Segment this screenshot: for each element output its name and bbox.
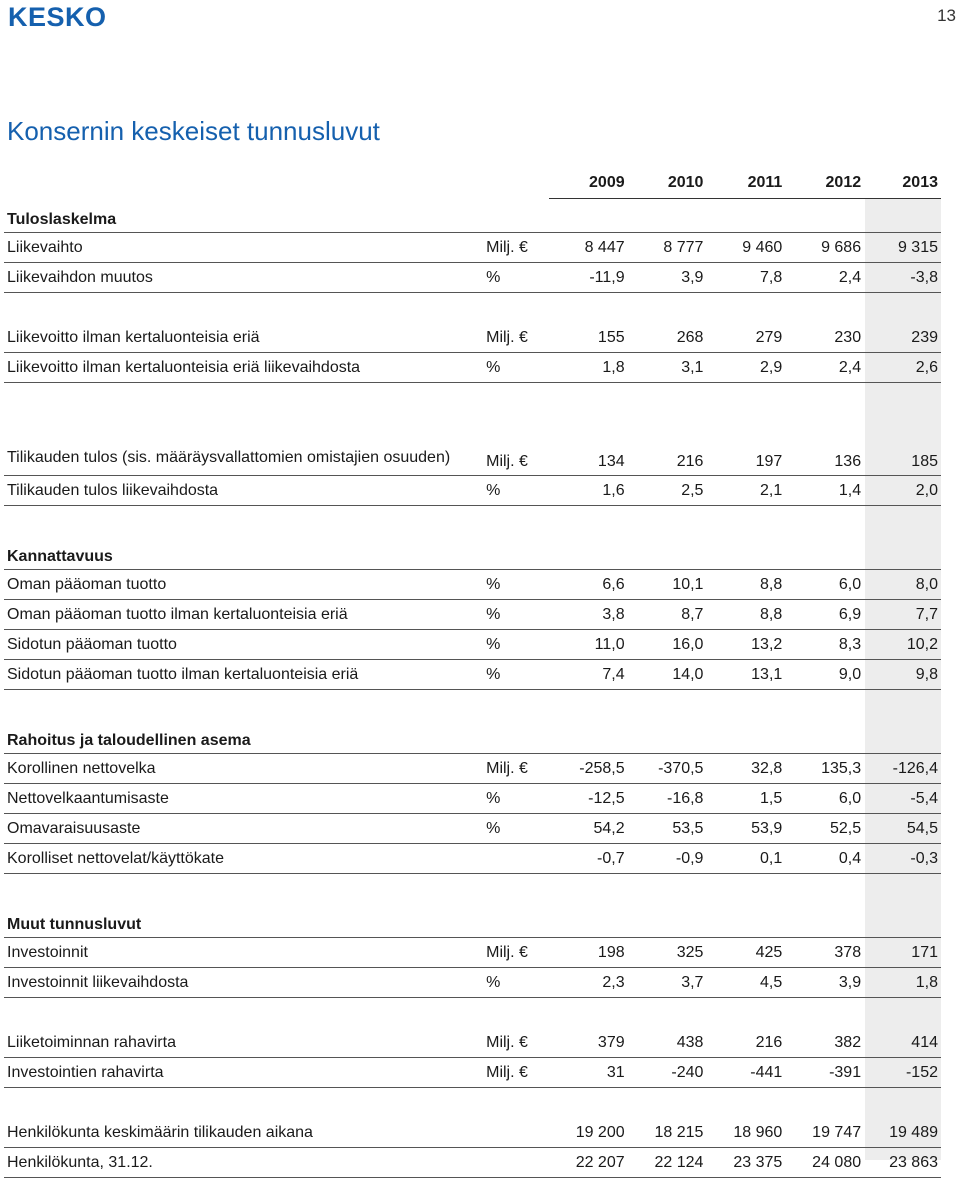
spacer-cell bbox=[864, 1088, 941, 1119]
value-cell: 8 777 bbox=[628, 233, 707, 263]
spacer-cell bbox=[483, 998, 549, 1029]
spacer-cell bbox=[706, 1088, 785, 1119]
table-row bbox=[4, 323, 941, 353]
row-unit: % bbox=[483, 570, 549, 600]
spacer-cell bbox=[628, 383, 707, 414]
value-cell: -0,7 bbox=[549, 844, 628, 874]
value-cell: 3,1 bbox=[628, 353, 707, 383]
value-cell: 1,6 bbox=[549, 476, 628, 506]
value-cell: -441 bbox=[706, 1058, 785, 1088]
value-cell: 198 bbox=[549, 938, 628, 968]
section-blank bbox=[864, 199, 941, 233]
row-label: Korollinen nettovelka bbox=[4, 754, 483, 784]
section-blank bbox=[706, 904, 785, 938]
row-label: Tilikauden tulos (sis. määräysvallattomien omistajien osuuden) bbox=[4, 413, 483, 476]
spacer-cell bbox=[4, 383, 483, 414]
value-cell: -126,4 bbox=[864, 754, 941, 784]
spacer-cell bbox=[628, 874, 707, 905]
spacer-row bbox=[4, 690, 941, 721]
row-label: Investoinnit bbox=[4, 938, 483, 968]
section-header-row bbox=[4, 904, 941, 938]
section-blank bbox=[785, 904, 864, 938]
row-label: Liikevoitto ilman kertaluonteisia eriä bbox=[4, 323, 483, 353]
spacer-cell bbox=[549, 506, 628, 537]
spacer-cell bbox=[864, 998, 941, 1029]
spacer-cell bbox=[785, 874, 864, 905]
key-figures-table bbox=[4, 168, 941, 1178]
value-cell: 1,8 bbox=[549, 353, 628, 383]
value-cell: 1,8 bbox=[864, 968, 941, 998]
value-cell: 3,9 bbox=[785, 968, 864, 998]
section-blank bbox=[549, 904, 628, 938]
page-title: Konsernin keskeiset tunnusluvut bbox=[7, 116, 380, 146]
value-cell: 7,8 bbox=[706, 263, 785, 293]
section-blank bbox=[628, 904, 707, 938]
spacer-cell bbox=[864, 874, 941, 905]
value-cell: -391 bbox=[785, 1058, 864, 1088]
value-cell: 9,8 bbox=[864, 660, 941, 690]
section-blank bbox=[549, 720, 628, 754]
value-cell: 3,8 bbox=[549, 600, 628, 630]
value-cell: -12,5 bbox=[549, 784, 628, 814]
value-cell: 19 489 bbox=[864, 1118, 941, 1148]
section-blank bbox=[864, 536, 941, 570]
section-blank bbox=[628, 536, 707, 570]
row-label: Oman pääoman tuotto ilman kertaluonteisia eriä bbox=[4, 600, 483, 630]
spacer-cell bbox=[4, 293, 483, 324]
value-cell: -5,4 bbox=[864, 784, 941, 814]
value-cell: 7,4 bbox=[549, 660, 628, 690]
year-header: 2013 bbox=[864, 168, 941, 199]
section-blank bbox=[483, 199, 549, 233]
value-cell: 9 686 bbox=[785, 233, 864, 263]
section-blank bbox=[706, 199, 785, 233]
section-blank bbox=[706, 720, 785, 754]
table-row bbox=[4, 570, 941, 600]
row-unit bbox=[483, 1118, 549, 1148]
spacer-row bbox=[4, 874, 941, 905]
table-row bbox=[4, 1028, 941, 1058]
value-cell: 6,6 bbox=[549, 570, 628, 600]
value-cell: 22 124 bbox=[628, 1148, 707, 1178]
section-blank bbox=[785, 536, 864, 570]
value-cell: -16,8 bbox=[628, 784, 707, 814]
value-cell: 2,3 bbox=[549, 968, 628, 998]
value-cell: -152 bbox=[864, 1058, 941, 1088]
value-cell: 171 bbox=[864, 938, 941, 968]
year-header: 2009 bbox=[549, 168, 628, 199]
section-header-row bbox=[4, 536, 941, 570]
value-cell: 8,8 bbox=[706, 570, 785, 600]
value-cell: 2,0 bbox=[864, 476, 941, 506]
spacer-row bbox=[4, 293, 941, 324]
row-unit: Milj. € bbox=[483, 754, 549, 784]
row-label: Liikevaihdon muutos bbox=[4, 263, 483, 293]
spacer-cell bbox=[483, 690, 549, 721]
row-unit: Milj. € bbox=[483, 1058, 549, 1088]
value-cell: 2,6 bbox=[864, 353, 941, 383]
spacer-cell bbox=[4, 690, 483, 721]
row-unit: % bbox=[483, 476, 549, 506]
row-label: Sidotun pääoman tuotto ilman kertaluonteisia eriä bbox=[4, 660, 483, 690]
table-row bbox=[4, 754, 941, 784]
value-cell: 379 bbox=[549, 1028, 628, 1058]
value-cell: 54,5 bbox=[864, 814, 941, 844]
value-cell: 382 bbox=[785, 1028, 864, 1058]
section-blank bbox=[706, 536, 785, 570]
spacer-cell bbox=[549, 690, 628, 721]
spacer-cell bbox=[864, 506, 941, 537]
header-blank bbox=[4, 168, 483, 199]
row-label: Investoinnit liikevaihdosta bbox=[4, 968, 483, 998]
row-label: Liiketoiminnan rahavirta bbox=[4, 1028, 483, 1058]
value-cell: 32,8 bbox=[706, 754, 785, 784]
row-unit: % bbox=[483, 263, 549, 293]
value-cell: 24 080 bbox=[785, 1148, 864, 1178]
value-cell: 11,0 bbox=[549, 630, 628, 660]
row-unit: Milj. € bbox=[483, 233, 549, 263]
value-cell: -11,9 bbox=[549, 263, 628, 293]
value-cell: 9 460 bbox=[706, 233, 785, 263]
table-row bbox=[4, 660, 941, 690]
value-cell: 53,9 bbox=[706, 814, 785, 844]
section-title: Rahoitus ja taloudellinen asema bbox=[4, 720, 483, 754]
value-cell: 279 bbox=[706, 323, 785, 353]
value-cell: 31 bbox=[549, 1058, 628, 1088]
section-blank bbox=[483, 904, 549, 938]
value-cell: 6,9 bbox=[785, 600, 864, 630]
table-row bbox=[4, 784, 941, 814]
row-label: Tilikauden tulos liikevaihdosta bbox=[4, 476, 483, 506]
table-row bbox=[4, 968, 941, 998]
value-cell: 10,2 bbox=[864, 630, 941, 660]
table-row bbox=[4, 814, 941, 844]
spacer-cell bbox=[785, 1088, 864, 1119]
value-cell: 8,3 bbox=[785, 630, 864, 660]
spacer-cell bbox=[785, 506, 864, 537]
spacer-row bbox=[4, 383, 941, 414]
page-number: 13 bbox=[937, 6, 956, 25]
year-header: 2010 bbox=[628, 168, 707, 199]
row-unit: Milj. € bbox=[483, 1028, 549, 1058]
row-unit: Milj. € bbox=[483, 413, 549, 476]
value-cell: 1,5 bbox=[706, 784, 785, 814]
spacer-cell bbox=[628, 506, 707, 537]
row-label: Sidotun pääoman tuotto bbox=[4, 630, 483, 660]
row-unit: % bbox=[483, 600, 549, 630]
spacer-cell bbox=[706, 506, 785, 537]
row-unit: % bbox=[483, 814, 549, 844]
value-cell: 13,2 bbox=[706, 630, 785, 660]
row-label: Oman pääoman tuotto bbox=[4, 570, 483, 600]
value-cell: 1,4 bbox=[785, 476, 864, 506]
table-row bbox=[4, 263, 941, 293]
value-cell: 134 bbox=[549, 413, 628, 476]
value-cell: 2,1 bbox=[706, 476, 785, 506]
row-unit: Milj. € bbox=[483, 323, 549, 353]
section-blank bbox=[483, 536, 549, 570]
section-header-row bbox=[4, 720, 941, 754]
spacer-cell bbox=[483, 293, 549, 324]
spacer-cell bbox=[628, 1088, 707, 1119]
value-cell: 8,0 bbox=[864, 570, 941, 600]
value-cell: 8 447 bbox=[549, 233, 628, 263]
value-cell: 52,5 bbox=[785, 814, 864, 844]
row-label: Investointien rahavirta bbox=[4, 1058, 483, 1088]
row-label: Nettovelkaantumisaste bbox=[4, 784, 483, 814]
table-row bbox=[4, 1058, 941, 1088]
value-cell: 6,0 bbox=[785, 570, 864, 600]
section-blank bbox=[785, 720, 864, 754]
year-header: 2011 bbox=[706, 168, 785, 199]
spacer-cell bbox=[706, 293, 785, 324]
table-row bbox=[4, 938, 941, 968]
spacer-row bbox=[4, 1088, 941, 1119]
section-blank bbox=[549, 536, 628, 570]
table-row bbox=[4, 476, 941, 506]
section-blank bbox=[864, 904, 941, 938]
key-figures-body bbox=[4, 168, 941, 1178]
row-label: Henkilökunta, 31.12. bbox=[4, 1148, 483, 1178]
section-title: Kannattavuus bbox=[4, 536, 483, 570]
value-cell: 230 bbox=[785, 323, 864, 353]
spacer-cell bbox=[549, 293, 628, 324]
value-cell: 0,1 bbox=[706, 844, 785, 874]
value-cell: 216 bbox=[628, 413, 707, 476]
spacer-cell bbox=[483, 1088, 549, 1119]
value-cell: 155 bbox=[549, 323, 628, 353]
value-cell: 197 bbox=[706, 413, 785, 476]
section-blank bbox=[628, 199, 707, 233]
spacer-cell bbox=[706, 383, 785, 414]
value-cell: -3,8 bbox=[864, 263, 941, 293]
row-unit bbox=[483, 844, 549, 874]
value-cell: 9,0 bbox=[785, 660, 864, 690]
value-cell: 136 bbox=[785, 413, 864, 476]
spacer-cell bbox=[628, 998, 707, 1029]
section-title: Tuloslaskelma bbox=[4, 199, 483, 233]
section-blank bbox=[483, 720, 549, 754]
spacer-cell bbox=[785, 998, 864, 1029]
section-header-row bbox=[4, 199, 941, 233]
spacer-cell bbox=[4, 998, 483, 1029]
spacer-cell bbox=[4, 1088, 483, 1119]
year-header-row bbox=[4, 168, 941, 199]
row-unit: % bbox=[483, 968, 549, 998]
value-cell: 10,1 bbox=[628, 570, 707, 600]
table-row bbox=[4, 600, 941, 630]
spacer-cell bbox=[628, 293, 707, 324]
header-unit-blank bbox=[483, 168, 549, 199]
value-cell: 6,0 bbox=[785, 784, 864, 814]
spacer-cell bbox=[706, 874, 785, 905]
value-cell: 3,9 bbox=[628, 263, 707, 293]
spacer-cell bbox=[4, 874, 483, 905]
value-cell: 54,2 bbox=[549, 814, 628, 844]
row-label: Liikevoitto ilman kertaluonteisia eriä liikevaihdosta bbox=[4, 353, 483, 383]
value-cell: 239 bbox=[864, 323, 941, 353]
value-cell: 216 bbox=[706, 1028, 785, 1058]
spacer-cell bbox=[549, 1088, 628, 1119]
spacer-cell bbox=[549, 874, 628, 905]
value-cell: 2,9 bbox=[706, 353, 785, 383]
row-label: Henkilökunta keskimäärin tilikauden aikana bbox=[4, 1118, 483, 1148]
row-unit bbox=[483, 1148, 549, 1178]
value-cell: 14,0 bbox=[628, 660, 707, 690]
value-cell: -370,5 bbox=[628, 754, 707, 784]
spacer-cell bbox=[706, 690, 785, 721]
value-cell: 16,0 bbox=[628, 630, 707, 660]
section-blank bbox=[628, 720, 707, 754]
spacer-cell bbox=[483, 383, 549, 414]
value-cell: 414 bbox=[864, 1028, 941, 1058]
year-header: 2012 bbox=[785, 168, 864, 199]
value-cell: 135,3 bbox=[785, 754, 864, 784]
row-unit: % bbox=[483, 353, 549, 383]
value-cell: 4,5 bbox=[706, 968, 785, 998]
spacer-cell bbox=[785, 690, 864, 721]
section-blank bbox=[549, 199, 628, 233]
value-cell: -0,9 bbox=[628, 844, 707, 874]
spacer-cell bbox=[785, 383, 864, 414]
value-cell: 53,5 bbox=[628, 814, 707, 844]
value-cell: 425 bbox=[706, 938, 785, 968]
spacer-cell bbox=[628, 690, 707, 721]
section-blank bbox=[864, 720, 941, 754]
value-cell: 8,7 bbox=[628, 600, 707, 630]
row-unit: Milj. € bbox=[483, 938, 549, 968]
value-cell: 13,1 bbox=[706, 660, 785, 690]
value-cell: 18 960 bbox=[706, 1118, 785, 1148]
row-unit: % bbox=[483, 630, 549, 660]
value-cell: 23 375 bbox=[706, 1148, 785, 1178]
value-cell: 378 bbox=[785, 938, 864, 968]
value-cell: 18 215 bbox=[628, 1118, 707, 1148]
spacer-cell bbox=[549, 998, 628, 1029]
spacer-row bbox=[4, 506, 941, 537]
spacer-cell bbox=[483, 874, 549, 905]
spacer-cell bbox=[549, 383, 628, 414]
row-unit: % bbox=[483, 660, 549, 690]
value-cell: 325 bbox=[628, 938, 707, 968]
row-label: Liikevaihto bbox=[4, 233, 483, 263]
value-cell: -258,5 bbox=[549, 754, 628, 784]
spacer-cell bbox=[785, 293, 864, 324]
value-cell: 19 200 bbox=[549, 1118, 628, 1148]
value-cell: -0,3 bbox=[864, 844, 941, 874]
value-cell: 0,4 bbox=[785, 844, 864, 874]
kesko-logo: KESKO bbox=[8, 2, 107, 32]
row-unit: % bbox=[483, 784, 549, 814]
spacer-cell bbox=[706, 998, 785, 1029]
table-row bbox=[4, 1148, 941, 1178]
value-cell: 2,4 bbox=[785, 263, 864, 293]
section-title: Muut tunnusluvut bbox=[4, 904, 483, 938]
value-cell: 185 bbox=[864, 413, 941, 476]
spacer-cell bbox=[483, 506, 549, 537]
value-cell: 438 bbox=[628, 1028, 707, 1058]
value-cell: 7,7 bbox=[864, 600, 941, 630]
section-blank bbox=[785, 199, 864, 233]
value-cell: 23 863 bbox=[864, 1148, 941, 1178]
value-cell: 8,8 bbox=[706, 600, 785, 630]
table-row bbox=[4, 413, 941, 476]
table-row bbox=[4, 630, 941, 660]
table-row bbox=[4, 233, 941, 263]
value-cell: 9 315 bbox=[864, 233, 941, 263]
value-cell: -240 bbox=[628, 1058, 707, 1088]
value-cell: 22 207 bbox=[549, 1148, 628, 1178]
table-row bbox=[4, 844, 941, 874]
table-row bbox=[4, 353, 941, 383]
value-cell: 268 bbox=[628, 323, 707, 353]
value-cell: 2,4 bbox=[785, 353, 864, 383]
spacer-cell bbox=[864, 293, 941, 324]
value-cell: 3,7 bbox=[628, 968, 707, 998]
value-cell: 19 747 bbox=[785, 1118, 864, 1148]
row-label: Omavaraisuusaste bbox=[4, 814, 483, 844]
spacer-cell bbox=[4, 506, 483, 537]
table-row bbox=[4, 1118, 941, 1148]
value-cell: 2,5 bbox=[628, 476, 707, 506]
spacer-cell bbox=[864, 690, 941, 721]
row-label: Korolliset nettovelat/käyttökate bbox=[4, 844, 483, 874]
spacer-cell bbox=[864, 383, 941, 414]
spacer-row bbox=[4, 998, 941, 1029]
